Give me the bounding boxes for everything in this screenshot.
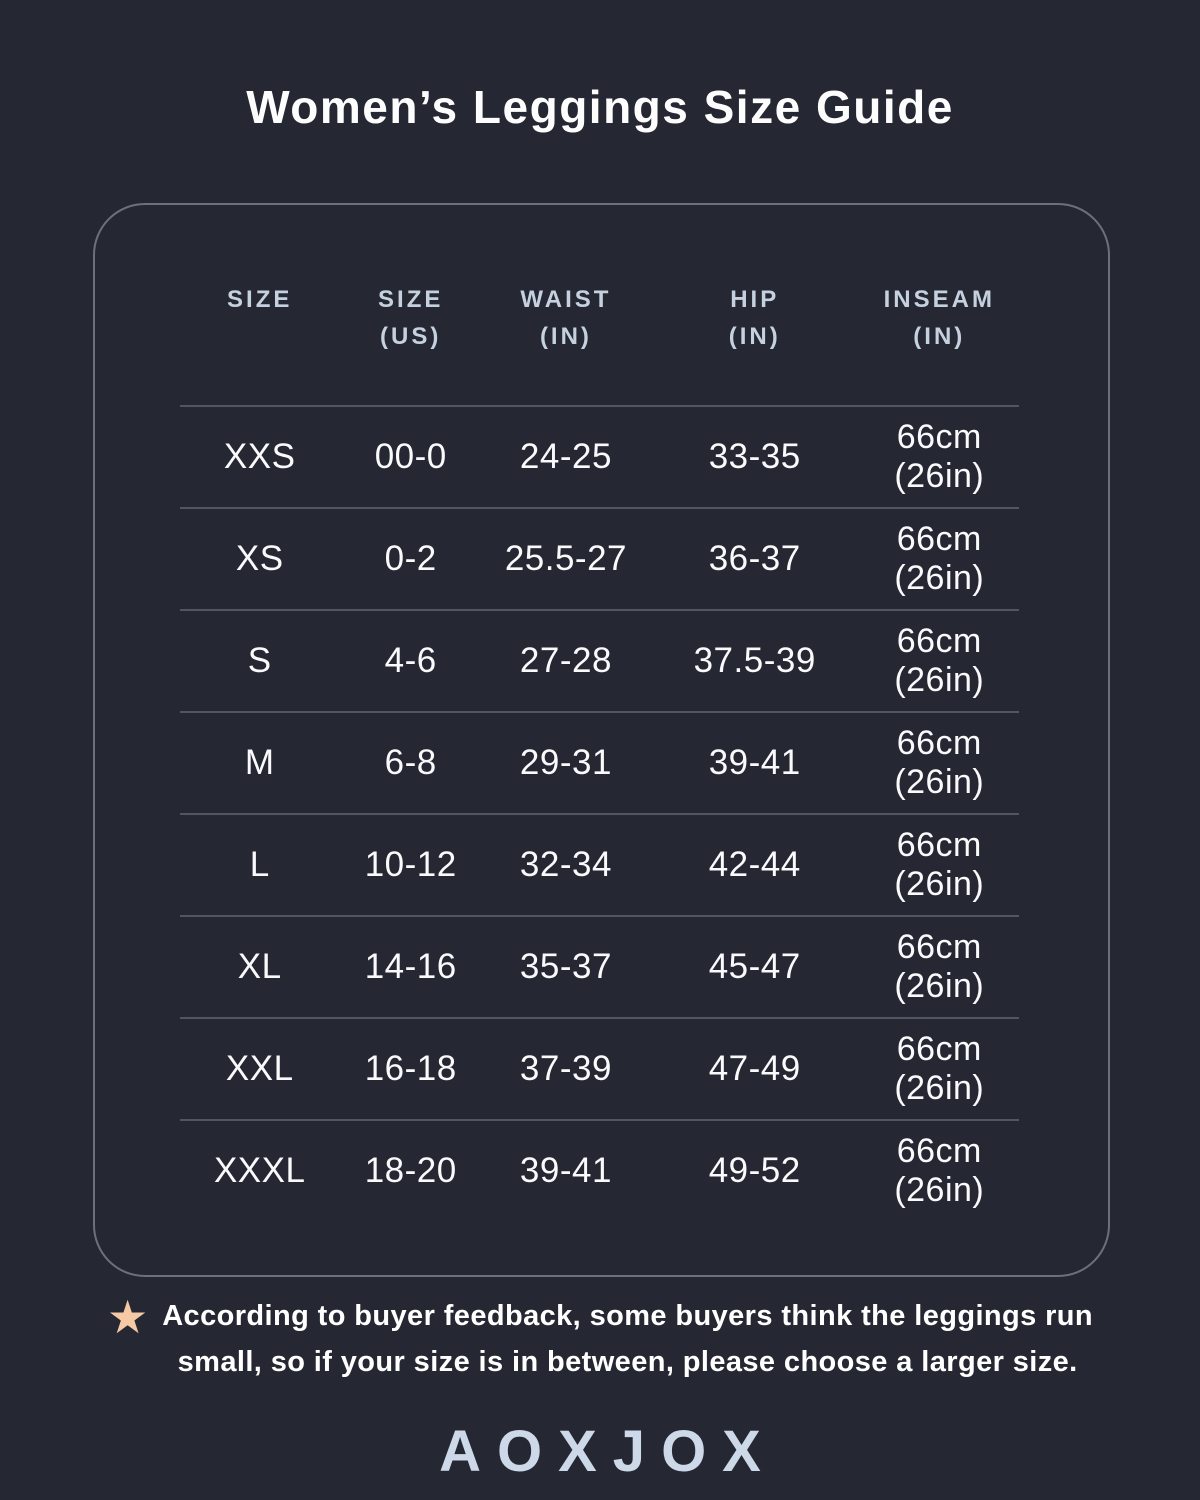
inseam-cm: 66cm [896, 927, 982, 966]
hip-cell: 39-41 [708, 742, 801, 782]
size-table-card [93, 203, 1110, 1277]
star-icon: ★ [106, 1291, 149, 1343]
inseam-cm: 66cm [896, 825, 982, 864]
waist-cell: 39-41 [519, 1150, 612, 1190]
inseam-cell [860, 1132, 1019, 1210]
col-header-waist-line1: WAIST [520, 286, 612, 313]
size-cell: S [247, 640, 272, 680]
size-us-cell: 0-2 [384, 538, 437, 578]
size-cell: XXXL [213, 1150, 306, 1190]
inseam-in: (26in) [894, 865, 985, 903]
waist-cell: 25.5-27 [504, 538, 628, 578]
size-us-cell: 18-20 [364, 1150, 457, 1190]
inseam-cell [860, 520, 1019, 598]
waist-cell: 24-25 [519, 436, 612, 476]
inseam-cm: 66cm [896, 723, 982, 762]
hip-cell: 33-35 [708, 436, 801, 476]
col-header-size-us [339, 281, 482, 355]
size-us-cell: 16-18 [364, 1048, 457, 1088]
hip-cell: 37.5-39 [693, 640, 816, 680]
size-us-cell: 4-6 [384, 640, 437, 680]
col-header-inseam [860, 281, 1019, 355]
waist-cell: 32-34 [519, 844, 612, 884]
inseam-cm: 66cm [896, 519, 982, 558]
size-cell: XXS [223, 436, 296, 476]
table-row-xxl [180, 1017, 1019, 1119]
table-row-m [180, 711, 1019, 813]
col-header-hip [650, 281, 860, 355]
col-header-size [180, 281, 339, 318]
hip-cell: 47-49 [708, 1048, 801, 1088]
hip-cell: 45-47 [708, 946, 801, 986]
feedback-note [0, 1293, 1200, 1386]
brand-logo: AOXJOX [439, 1419, 777, 1484]
size-us-cell: 10-12 [364, 844, 457, 884]
col-header-waist-line2: (IN) [539, 323, 592, 351]
table-header-row [180, 205, 1019, 405]
size-cell: XL [237, 946, 282, 986]
table-row-s [180, 609, 1019, 711]
inseam-cm: 66cm [896, 1029, 982, 1068]
inseam-cell [860, 724, 1019, 802]
inseam-cell [860, 826, 1019, 904]
col-header-size-us-line1: SIZE [378, 286, 444, 313]
hip-cell: 36-37 [708, 538, 801, 578]
size-us-cell: 00-0 [374, 436, 447, 476]
hip-cell: 42-44 [708, 844, 801, 884]
col-header-size-us-line2: (US) [380, 323, 442, 351]
table-row-xs [180, 507, 1019, 609]
hip-cell: 49-52 [708, 1150, 801, 1190]
col-header-inseam-line2: (IN) [913, 323, 966, 351]
size-cell: XXL [225, 1048, 294, 1088]
table-row-l [180, 813, 1019, 915]
size-cell: M [244, 742, 275, 782]
inseam-in: (26in) [894, 967, 985, 1005]
feedback-note-text [162, 1293, 1093, 1386]
inseam-cell [860, 622, 1019, 700]
waist-cell: 27-28 [519, 640, 612, 680]
col-header-inseam-line1: INSEAM [883, 286, 995, 313]
size-cell: L [249, 844, 270, 884]
col-header-waist [482, 281, 650, 355]
waist-cell: 29-31 [519, 742, 612, 782]
feedback-note-line1: According to buyer feedback, some buyers think the leggings run [162, 1300, 1094, 1332]
waist-cell: 35-37 [519, 946, 612, 986]
feedback-note-line2: small, so if your size is in between, please choose a larger size. [177, 1346, 1078, 1379]
inseam-cm: 66cm [896, 621, 982, 660]
inseam-cm: 66cm [896, 1131, 982, 1170]
col-header-hip-line1: HIP [730, 286, 780, 313]
table-row-xxxl [180, 1119, 1019, 1221]
inseam-in: (26in) [894, 1069, 985, 1107]
waist-cell: 37-39 [519, 1048, 612, 1088]
inseam-in: (26in) [894, 661, 985, 699]
inseam-in: (26in) [894, 559, 985, 597]
inseam-cell [860, 418, 1019, 496]
inseam-in: (26in) [894, 763, 985, 801]
col-header-size-line1: SIZE [227, 286, 293, 313]
inseam-cm: 66cm [896, 417, 982, 456]
inseam-cell [860, 928, 1019, 1006]
col-header-hip-line2: (IN) [728, 323, 781, 351]
inseam-in: (26in) [894, 1171, 985, 1209]
page-title: Women’s Leggings Size Guide [246, 81, 954, 133]
table-row-xl [180, 915, 1019, 1017]
table-row-xxs [180, 405, 1019, 507]
inseam-in: (26in) [894, 457, 985, 495]
inseam-cell [860, 1030, 1019, 1108]
size-us-cell: 6-8 [384, 742, 437, 782]
size-us-cell: 14-16 [364, 946, 457, 986]
size-cell: XS [235, 538, 284, 578]
